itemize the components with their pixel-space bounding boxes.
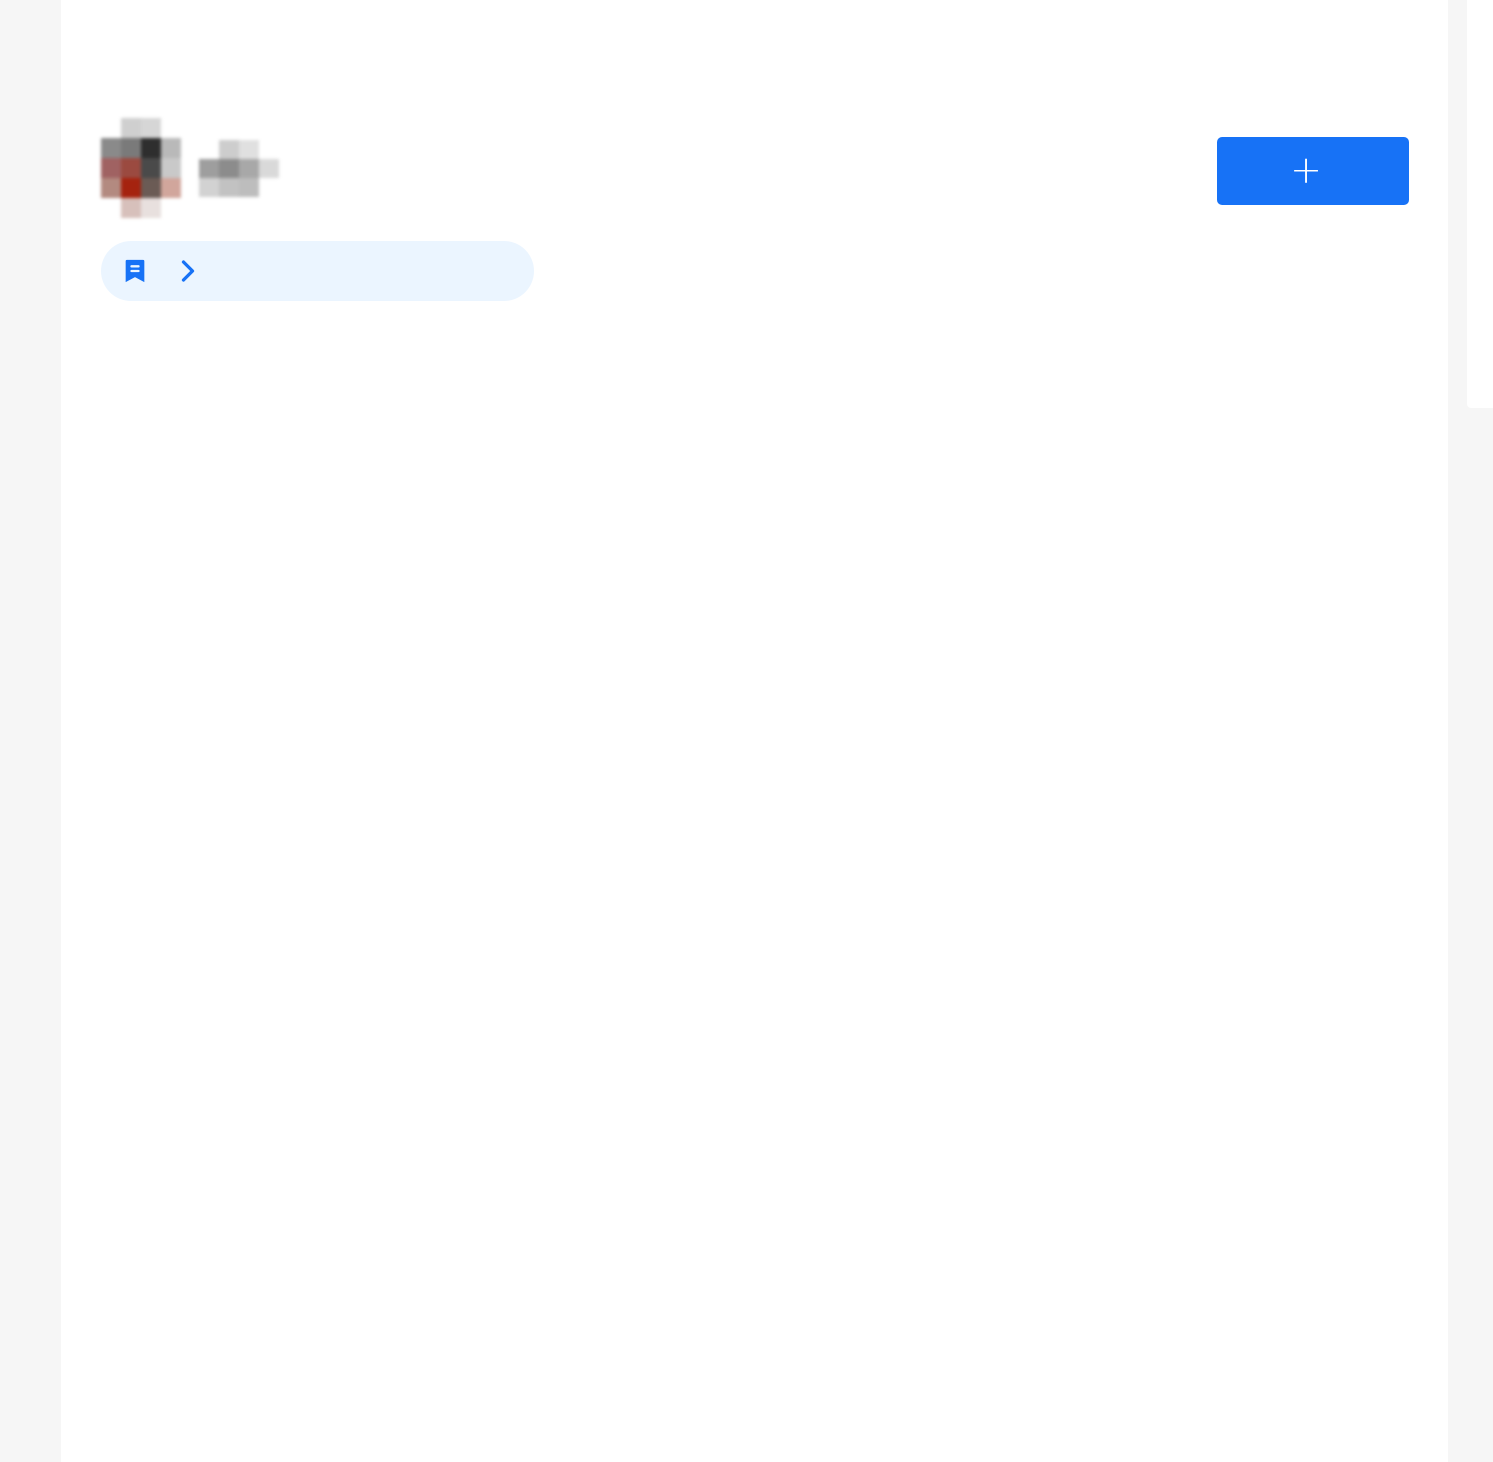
avatar[interactable]	[101, 118, 181, 216]
chevron-right-icon	[179, 259, 197, 283]
bookmark-icon	[121, 257, 149, 285]
author-row	[101, 118, 1409, 218]
column-link[interactable]	[101, 241, 534, 301]
plus-icon: +	[1290, 147, 1322, 192]
author-name[interactable]	[199, 140, 279, 196]
follow-button[interactable]	[1217, 137, 1409, 205]
right-sidebar	[1467, 0, 1493, 408]
article-card	[61, 0, 1448, 1462]
